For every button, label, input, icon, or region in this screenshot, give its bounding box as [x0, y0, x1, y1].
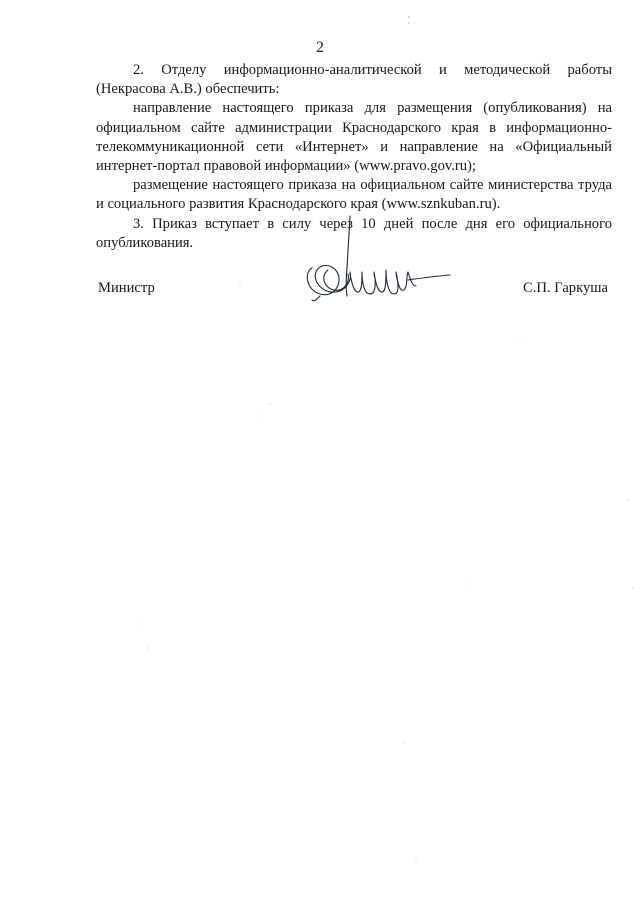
paragraph-section-3: 3. Приказ вступает в силу через 10 дней после дня его официального опубликования. [96, 215, 612, 251]
signatory-title: Министр [98, 280, 155, 296]
signature-block [96, 279, 612, 299]
paragraph-publication-ministry-site: размещение настоящего приказа на официальном сайте министерства труда и социального развития Краснодарского края (www.sznkuban.ru). [96, 177, 612, 213]
signatory-name: С.П. Гаркуша [523, 280, 608, 296]
paragraph-section-2: 2. Отделу информационно-аналитической и методической работы (Некрасова А.В.) обеспечить: [96, 62, 612, 98]
paragraph-publication-portal: направление настоящего приказа для размещения (опубликования) на официальном сайте администрации Краснодарского края в информационно-телекоммуникационной сети «Интернет» и направление на «Официальный интернет-портал правовой информации» (www.pravo.gov.ru); [96, 100, 612, 175]
page-number: 2 [316, 39, 324, 56]
